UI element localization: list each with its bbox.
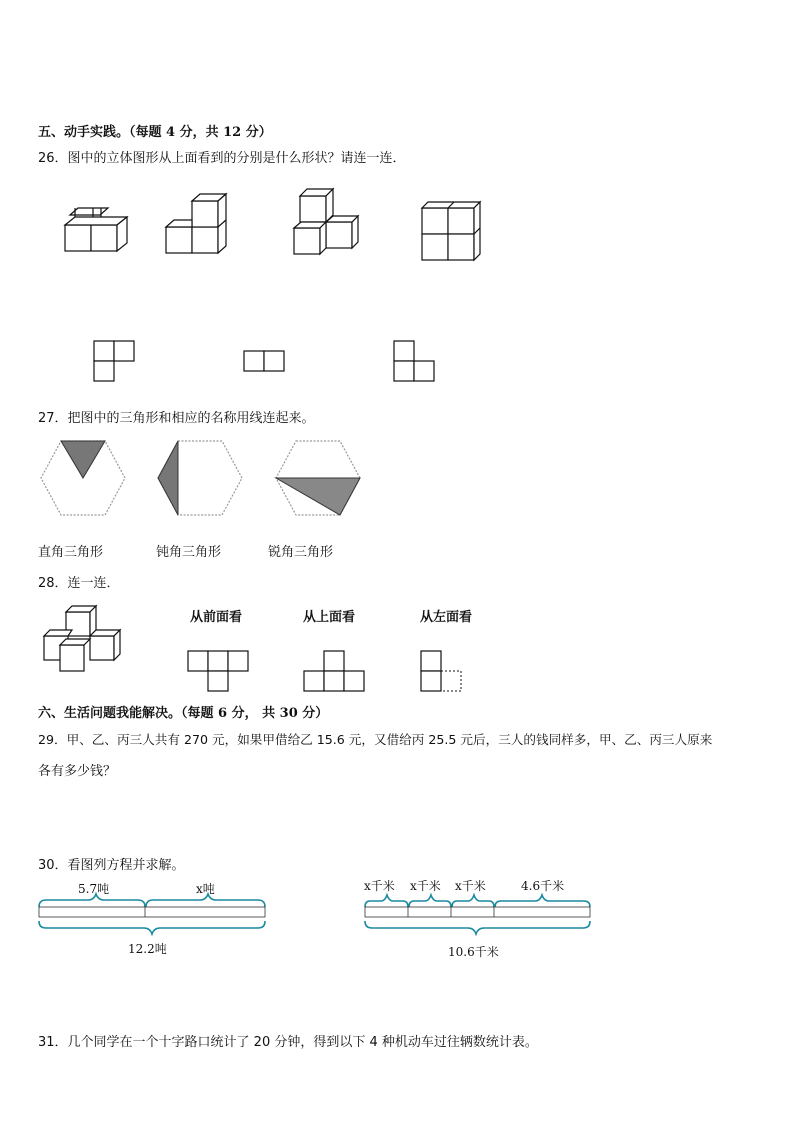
q27-hexagon-3 — [275, 440, 361, 516]
q28-solid-figure — [42, 605, 128, 675]
q27-label-obtuse-triangle: 钝角三角形 — [156, 545, 222, 560]
section-6-heading: 六、生活问题我能解决。（每题 6 分， 共 30 分） — [38, 706, 329, 721]
section-5-heading: 五、动手实践。（每题 4 分，共 12 分） — [38, 125, 272, 140]
q26-top-view-2 — [243, 350, 287, 372]
question-31-text: 31．几个同学在一个十字路口统计了 20 分钟，得到以下 4 种机动车过往辆数统计表。 — [38, 1035, 538, 1050]
q28-view-front: 从前面看 — [190, 610, 243, 625]
q28-top-view-shape — [303, 650, 369, 694]
q30-d2-part2-label: x千米 — [410, 879, 441, 893]
q30-d2-total-label: 10.6千米 — [448, 945, 499, 959]
q26-top-view-1 — [93, 340, 137, 382]
question-28-text: 28．连一连． — [38, 576, 120, 591]
question-26-text: 26．图中的立体图形从上面看到的分别是什么形状？请连一连． — [38, 151, 406, 166]
q30-d1-bar-and-braces — [36, 893, 270, 941]
q26-solid-figure-1 — [60, 205, 130, 255]
q28-left-view-shape — [420, 650, 466, 694]
q30-d2-part1-label: x千米 — [364, 879, 395, 893]
q28-view-left: 从左面看 — [420, 610, 473, 625]
q26-solid-figure-2 — [160, 193, 232, 259]
q26-top-view-3 — [393, 340, 437, 382]
q28-front-view-shape — [187, 650, 253, 694]
q27-label-right-triangle: 直角三角形 — [38, 545, 104, 560]
q30-d2-part3-label: x千米 — [455, 879, 486, 893]
q30-d2-bar-and-braces — [362, 893, 596, 941]
question-29-line-2: 各有多少钱？ — [38, 764, 117, 779]
question-27-text: 27．把图中的三角形和相应的名称用线连起来。 — [38, 411, 315, 426]
q26-solid-figure-4 — [418, 198, 484, 264]
q28-view-top: 从上面看 — [303, 610, 356, 625]
q27-label-acute-triangle: 锐角三角形 — [268, 545, 334, 560]
q30-d1-part1-label: 5.7吨 — [78, 882, 110, 896]
q26-solid-figure-3 — [288, 186, 360, 260]
q30-d2-part4-label: 4.6千米 — [521, 879, 565, 893]
q30-d1-total-label: 12.2吨 — [128, 942, 167, 956]
q30-d1-part2-label: x吨 — [196, 882, 215, 896]
question-29-line-1: 29．甲、乙、丙三人共有 270 元，如果甲借给乙 15.6 元，又借给丙 25.5 元后，三人的钱同样多，甲、乙、丙三人原来 — [38, 732, 713, 747]
q27-hexagon-1 — [40, 440, 126, 516]
q27-hexagon-2 — [157, 440, 243, 516]
question-30-text: 30．看图列方程并求解。 — [38, 858, 185, 873]
